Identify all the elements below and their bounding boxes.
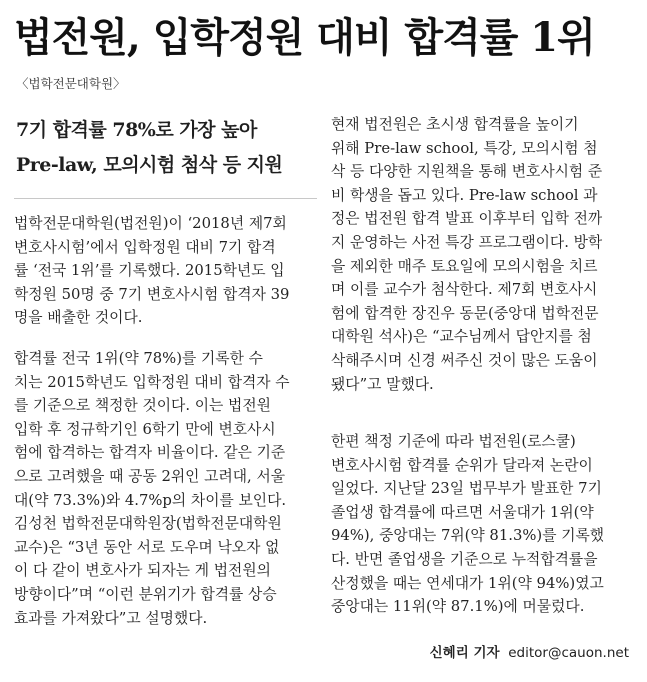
article-headline: 법전원, 입학정원 대비 합격률 1위 [14,14,595,61]
text-line: 험에 합격하는 합격자 비율이다. 같은 기준 [14,444,286,462]
left-paragraph-1 [14,212,317,330]
text-line: 입학 후 정규학기인 6학기 만에 변호사시 [14,420,276,438]
text-line: 률 ‘전국 1위’를 기록했다. 2015학년도 입 [14,262,285,280]
text-line: 변호사시험’에서 입학정원 대비 7기 합격 [14,238,276,256]
text-line: 됐다”고 말했다. [331,375,434,393]
text-line: 법학전문대학원(법전원)이 ‘2018년 제7회 [14,215,287,232]
text-line: 으로 고려했을 때 공동 2위인 고려대, 서울 [14,467,286,485]
text-line: 김성천 법학전문대학원장(법학전문대학원 [14,515,282,533]
reporter-name: 신혜리 기자 [429,645,500,661]
text-line: 위해 Pre-law school, 특강, 모의시험 첨 [331,139,598,157]
text-line: 지 운영하는 사전 특강 프로그램이다. 방학 [331,233,603,251]
text-line: 졸업생 합격률에 따르면 서울대가 1위(약 [331,503,594,521]
text-line: 명을 배출한 것이다. [14,309,143,327]
text-line: 교수)은 “3년 동안 서로 도우며 낙오자 없 [14,538,280,556]
text-line: 현재 법전원은 초시생 합격률을 높이기 [331,116,579,133]
text-line: 대학원 석사)은 “교수님께서 답안지를 첨 [331,328,592,346]
text-line: 정은 법전원 합격 발표 이후부터 입학 전까 [331,210,603,228]
source-tag: 〈법학전문대학원〉 [16,76,126,91]
text-line: 를 기준으로 책정한 것이다. 이는 법전원 [14,397,271,415]
text-line: 산정했을 때는 연세대가 1위(약 94%)였고 [331,574,604,592]
text-line: 치는 2015학년도 입학정원 대비 합격자 수 [14,373,290,391]
text-line: 변호사시험 합격률 순위가 달라져 논란이 [331,456,593,474]
subheading-2: Pre-law, 모의시험 첨삭 등 지원 [16,154,283,176]
text-line: 이 다 같이 변호사가 되자는 게 법전원의 [14,562,271,580]
subheading-divider [14,198,317,199]
text-line: 94%), 중앙대는 7위(약 81.3%)를 기록했 [331,527,605,545]
text-line: 삭 등 다양한 지원책을 통해 변호사시험 준 [331,163,603,181]
text-line: 며 이를 교수가 첨삭한다. 제7회 변호사시 [331,281,598,299]
text-line: 을 제외한 매주 토요일에 모의시험을 치르 [331,257,598,275]
subheading-1: 7기 합격률 78%로 가장 높아 [16,119,257,141]
reporter-email[interactable]: editor@cauon.net [508,645,629,661]
text-line: 효과를 가져왔다”고 설명했다. [14,609,208,627]
text-line: 중앙대는 11위(약 87.1%)에 머물렀다. [331,598,585,616]
text-line: 대(약 73.3%)와 4.7%p의 차이를 보인다. [14,491,287,509]
right-paragraph-2 [331,430,629,619]
text-line: 비 학생을 돕고 있다. Pre-law school 과 [331,186,598,204]
text-line: 삭해주시며 신경 써주신 것이 많은 도움이 [331,351,598,369]
text-line: 방향이다”며 “이런 분위기가 합격률 상승 [14,585,277,603]
text-line: 합격률 전국 1위(약 78%)를 기록한 수 [14,350,263,367]
text-line: 한편 책정 기준에 따라 법전원(로스쿨) [331,433,576,450]
left-paragraph-2 [14,347,317,630]
text-line: 험에 합격한 장진우 동문(중앙대 법학전문 [331,304,599,322]
right-paragraph-1 [331,113,629,396]
byline [331,643,629,663]
text-line: 다. 반면 졸업생을 기준으로 누적합격률을 [331,550,598,568]
text-line: 일었다. 지난달 23일 법무부가 발표한 7기 [331,480,602,498]
text-line: 학정원 50명 중 7기 변호사시험 합격자 39 [14,285,290,303]
